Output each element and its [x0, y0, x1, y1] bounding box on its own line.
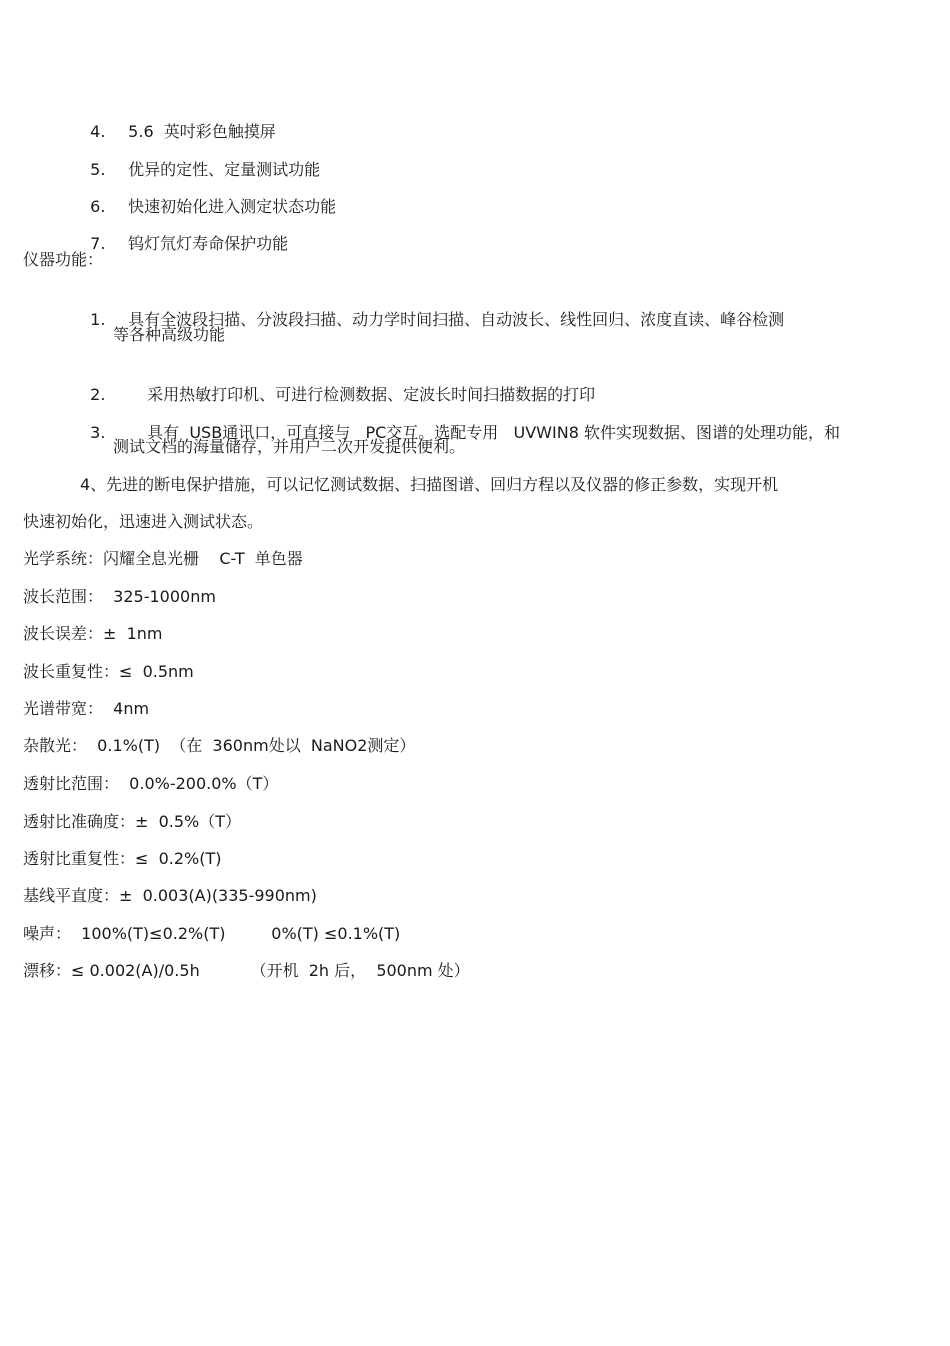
- feature-number: 5.: [90, 160, 106, 179]
- function-number: 1.: [90, 310, 106, 329]
- feature-text: 优异的定性、定量测试功能: [128, 160, 321, 179]
- spec-baseline-flatness: 基线平直度：± 0.003(A)(335-990nm): [23, 886, 317, 905]
- function-number: 2.: [90, 385, 106, 404]
- spec-wavelength-range: 波长范围： 325-1000nm: [23, 587, 216, 606]
- feature-text: 钨灯氘灯寿命保护功能: [128, 234, 289, 253]
- function-item-1: [80, 287, 785, 329]
- functions-heading: 仪器功能：: [23, 250, 104, 269]
- feature-item-6: [80, 174, 337, 216]
- function-text: 具有 USB通讯口，可直接与 PC交互。选配专用 UVWIN8 软件实现数据、图谱的处理功能，和: [147, 423, 840, 442]
- function-item-2: [80, 362, 596, 404]
- feature-item-7: [80, 211, 289, 253]
- spec-spectral-bandwidth: 光谱带宽： 4nm: [23, 699, 150, 718]
- feature-item-4: [80, 99, 276, 141]
- spec-optical-system: 光学系统：闪耀全息光栅 C-T 单色器: [23, 549, 303, 568]
- feature-text: 快速初始化进入测定状态功能: [128, 197, 337, 216]
- spec-wavelength-repeatability: 波长重复性：≤ 0.5nm: [23, 662, 194, 681]
- function-text: 具有全波段扫描、分波段扫描、动力学时间扫描、自动波长、线性回归、浓度直读、峰谷检测: [128, 310, 785, 329]
- spec-wavelength-accuracy: 波长误差：± 1nm: [23, 624, 163, 643]
- spec-transmittance-accuracy: 透射比准确度：± 0.5%（T）: [23, 812, 242, 831]
- spec-transmittance-repeatability: 透射比重复性：≤ 0.2%(T): [23, 849, 222, 868]
- function-text: 采用热敏打印机、可进行检测数据、定波长时间扫描数据的打印: [147, 385, 596, 404]
- spec-drift: 漂移：≤ 0.002(A)/0.5h （开机 2h 后， 500nm 处）: [23, 961, 470, 980]
- spec-transmittance-range: 透射比范围： 0.0%-200.0%（T）: [23, 774, 279, 793]
- function-item-3: [80, 400, 840, 442]
- function-item-3-continued: 测试文档的海量储存，并用户二次开发提供便利。: [113, 437, 466, 456]
- feature-number: 7.: [90, 234, 106, 253]
- function-item-4-continued: 快速初始化，迅速进入测试状态。: [23, 512, 264, 531]
- function-item-4: 4、先进的断电保护措施，可以记忆测试数据、扫描图谱、回归方程以及仪器的修正参数，实现开机: [80, 475, 779, 494]
- feature-number: 6.: [90, 197, 106, 216]
- spec-stray-light: 杂散光： 0.1%(T) （在 360nm处以 NaNO2测定）: [23, 736, 416, 755]
- function-number: 3.: [90, 423, 106, 442]
- function-item-1-continued: 等各种高级功能: [113, 325, 226, 344]
- feature-text: 5.6 英吋彩色触摸屏: [128, 122, 276, 141]
- feature-number: 4.: [90, 122, 106, 141]
- spec-noise: 噪声： 100%(T)≤0.2%(T) 0%(T) ≤0.1%(T): [23, 924, 401, 943]
- feature-item-5: [80, 137, 321, 179]
